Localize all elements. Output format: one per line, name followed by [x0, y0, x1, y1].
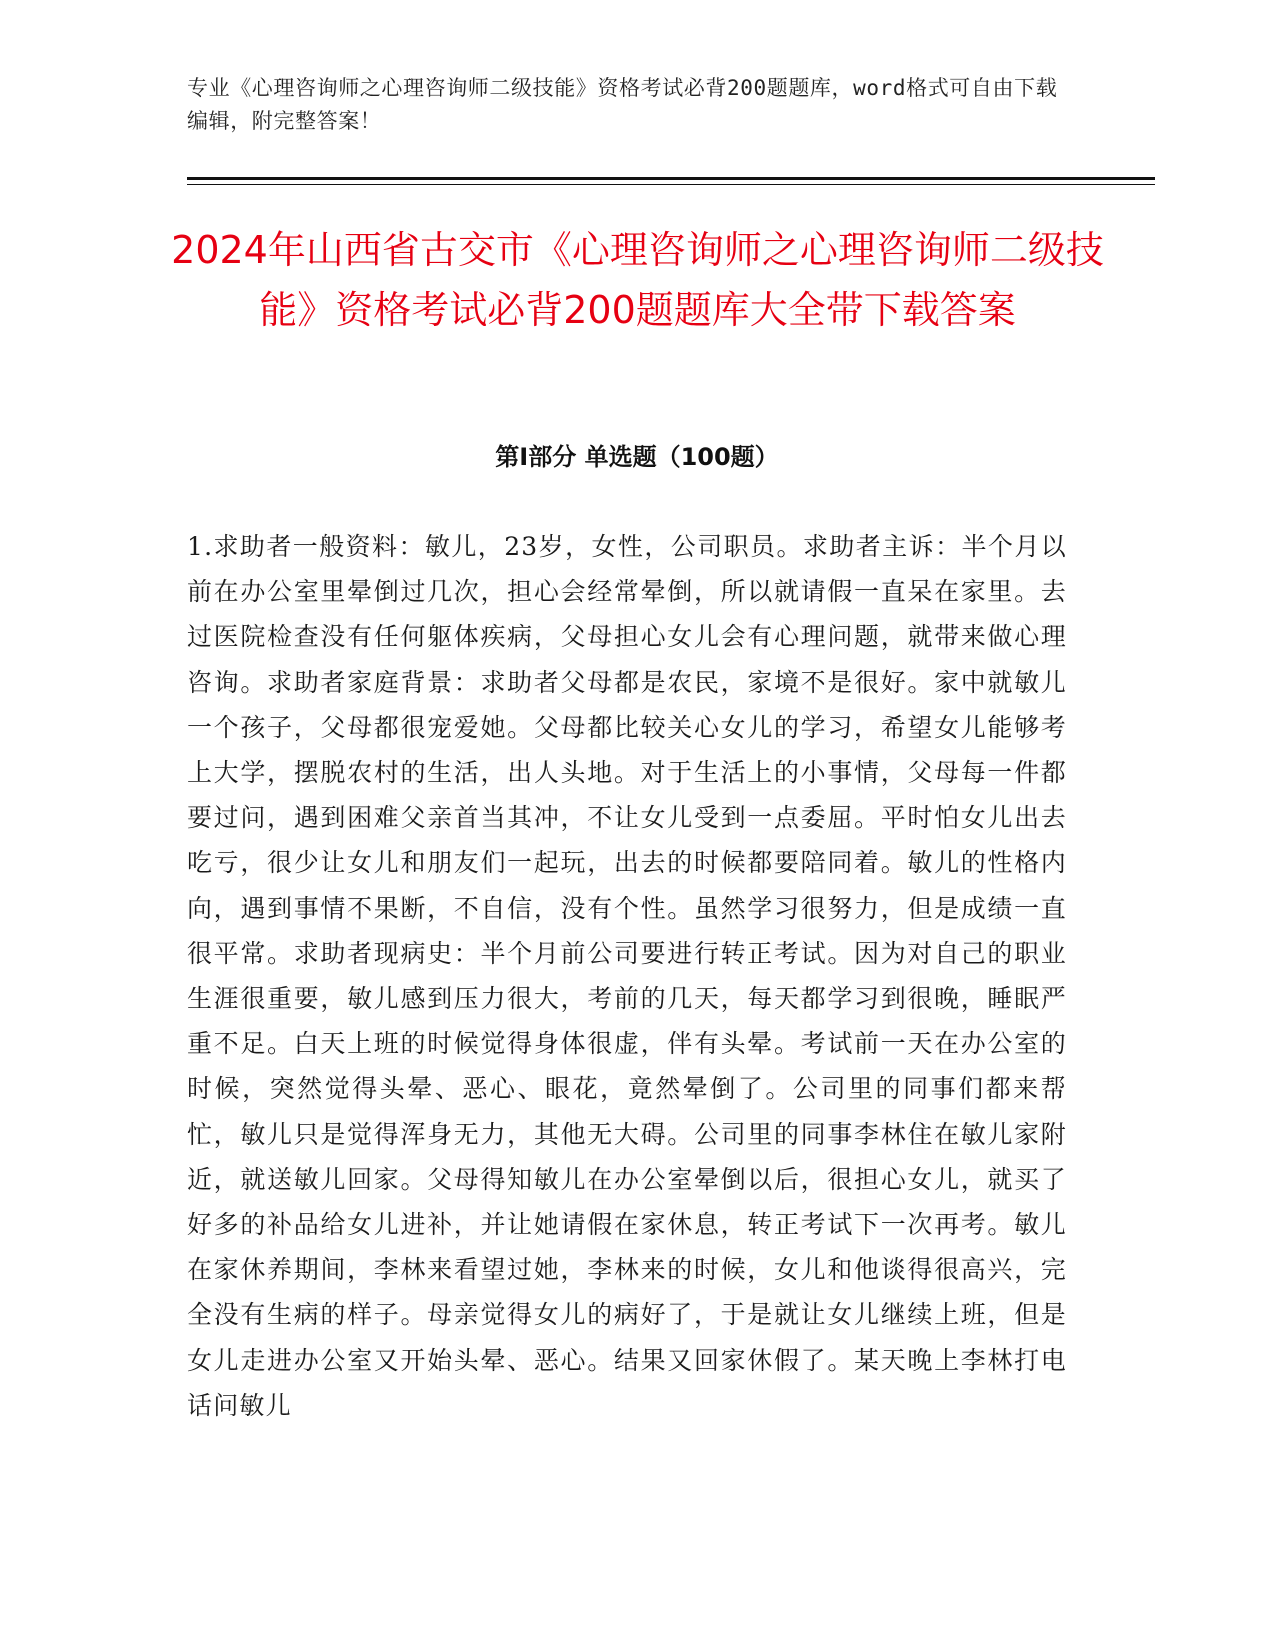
- question-1-text: 1.求助者一般资料：敏儿，23岁，女性，公司职员。求助者主诉：半个月以前在办公室里晕倒过几次，担心会经常晕倒，所以就请假一直呆在家里。去过医院检查没有任何躯体疾病，父母担心女儿会有心理问题，就带来做心理咨询。求助者家庭背景：求助者父母都是农民，家境不是很好。家中就敏儿一个孩子，父母都很宠爱她。父母都比较关心女儿的学习，希望女儿能够考上大学，摆脱农村的生活，出人头地。对于生活上的小事情，父母每一件都要过问，遇到困难父亲首当其冲，不让女儿受到一点委屈。平时怕女儿出去吃亏，很少让女儿和朋友们一起玩，出去的时候都要陪同着。敏儿的性格内向，遇到事情不果断，不自信，没有个性。虽然学习很努力，但是成绩一直很平常。求助者现病史：半个月前公司要进行转正考试。因为对自己的职业生涯很重要，敏儿感到压力很大，考前的几天，每天都学习到很晚，睡眠严重不足。白天上班的时候觉得身体很虚，伴有头晕。考试前一天在办公室的时候，突然觉得头晕、恶心、眼花，竟然晕倒了。公司里的同事们都来帮忙，敏儿只是觉得浑身无力，其他无大碍。公司里的同事李林住在敏儿家附近，就送敏儿回家。父母得知敏儿在办公室晕倒以后，很担心女儿，就买了好多的补品给女儿进补，并让她请假在家休息，转正考试下一次再考。敏儿在家休养期间，李林来看望过她，李林来的时候，女儿和他谈得很高兴，完全没有生病的样子。母亲觉得女儿的病好了，于是就让女儿继续上班，但是女儿走进办公室又开始头晕、恶心。结果又回家休假了。某天晚上李林打电话问敏儿: [187, 532, 1067, 1420]
- document-title: 2024年山西省古交市《心理咨询师之心理咨询师二级技能》资格考试必背200题题库大全带下载答案: [171, 228, 1104, 332]
- header-rule-thin: [187, 184, 1155, 185]
- section-heading: 第I部分 单选题（100题）: [495, 443, 779, 471]
- header-rule-thick: [187, 177, 1155, 180]
- header-note: 专业《心理咨询师之心理咨询师二级技能》资格考试必背200题题库，word格式可自由下载编辑，附完整答案！: [187, 76, 1058, 133]
